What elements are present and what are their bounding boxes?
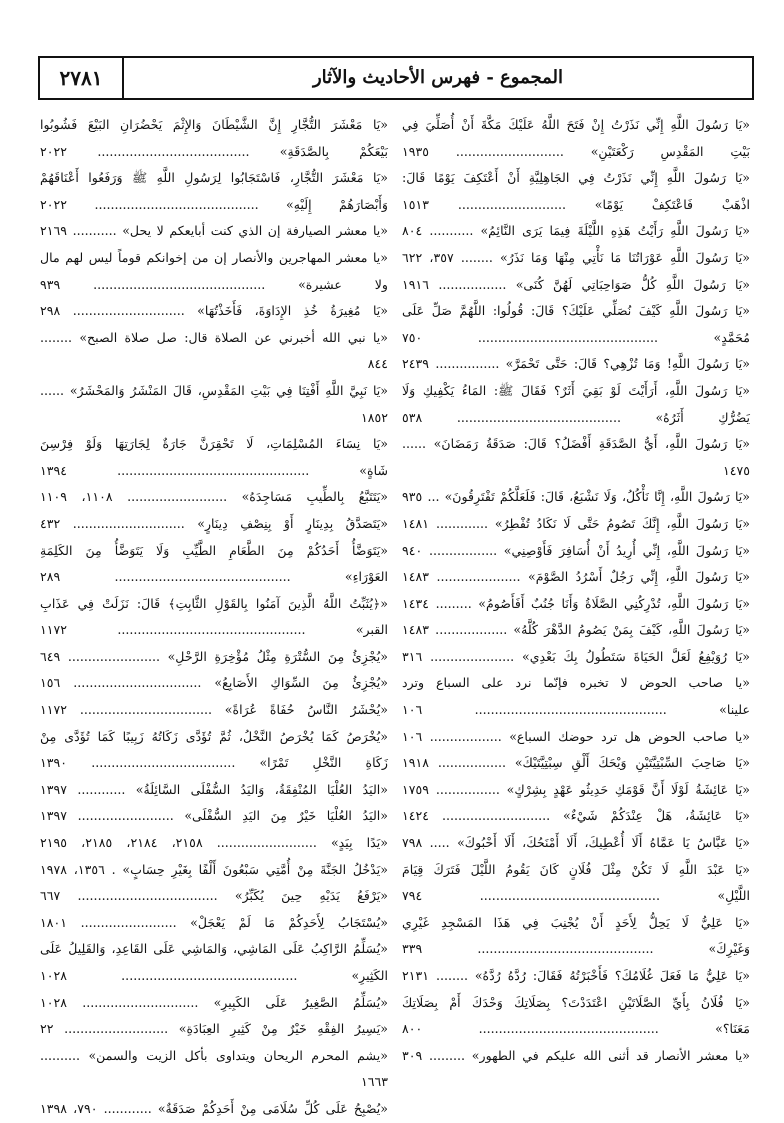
index-line: «اليَدُ العُلْيَا المُنْفِقَةُ، وَاليَدُ السُّفْلَى السَّائِلَةُ» ............ ١٣٩٧ [40, 781, 388, 797]
index-line: «يَا مُغِيرَةُ خُذِ الإِدَاوَةَ، فَأَخَذْتُهَا» ............................ ٢٩٨ [40, 303, 388, 319]
page-header [38, 56, 754, 100]
index-line: زَكَاةِ النَّخْلِ تَمْرًا» .................................... ١٣٩٠ [40, 755, 388, 771]
index-line: «يَا رَسُولَ اللَّهِ عَوْرَاتُنَا مَا نَأْتِي مِنْهَا وَمَا نَذَرُ» ........ ٣٥٧، ٦٢٢ [402, 249, 750, 265]
index-line: «يَا رَسُولَ اللَّهِ، إِنَّكَ تَصُومُ حَتَّى لَا نَكَادُ تُفْطِرُ» ............. ١٤٨١ [402, 515, 750, 531]
left-column [40, 112, 388, 1123]
index-line: «يَا مَعْشَرَ التُّجَّارِ، فَاسْتَجَابُوا لِرَسُولِ اللَّهِ ﷺ وَرَفَعُوا أَعْنَاقَهُمْ [40, 170, 388, 186]
index-line: «﴿يُثَبِّتُ اللَّهُ الَّذِينَ آمَنُوا بِالقَوْلِ الثَّابِتِ﴾ قَالَ: نَزَلَتْ فِي عَذَابِ [40, 595, 388, 611]
index-line: «يَا عَلِيُّ لَا يَحِلُّ لِأَحَدٍ أَنْ يُجْنِبَ فِي هَذَا المَسْجِدِ غَيْرِي [402, 914, 750, 930]
index-line: «يَسِيرُ الفِقْهِ خَيْرٌ مِنْ كَثِيرِ العِبَادَةِ» .......................... ٢٢ [40, 1021, 388, 1037]
index-line: «يُحْشَرُ النَّاسُ حُفَاةً عُرَاةً» ................................. ١١٧٢ [40, 702, 388, 718]
index-line: «يَا نَبِيَّ اللَّهِ أَفْتِنَا فِي بَيْتِ المَقْدِسِ، قَالَ المَنْشَرُ وَالمَحْشَرُ» ...... ١٨٥٢ [40, 382, 388, 425]
index-line: «يَا فُلَانُ بِأَيِّ الصَّلَاتَيْنِ اعْتَدَدْتَ؟ بِصَلَاتِكَ وَحْدَكَ أَمْ بِصَلَاتِكَ [402, 994, 750, 1010]
index-line: «يَا رَسُولَ اللَّهِ إِنِّي نَذَرْتُ فِي الجَاهِلِيَّةِ أَنْ أَعْتَكِفَ يَوْمًا قَالَ: [402, 170, 750, 186]
index-line: «يَا رَسُولَ اللَّهِ، إِنِّي رَجُلٌ أَسْرُدُ الصَّوْمَ» ..................... ١٤٨٣ [402, 569, 750, 585]
index-line: «يُجْزِئُ مِنَ السِّوَاكِ الأَصَابِعُ» ................................ ١٥٦ [40, 675, 388, 691]
index-line: «يَا صَاحِبَ السِّبْتِيَّتَيْنِ وَيْحَكَ أَلْقِ سِبْتِيَّتَيْكَ» ................. ١٩١٨ [402, 755, 750, 771]
index-line: «يَا رَسُولَ اللَّهِ، إِنَّا نَأْكُلُ، وَلَا نَشْبَعُ، قَالَ: فَلَعَلَّكُمْ تَفْتَرِقُونَ» ... ٩٣٥ [402, 489, 750, 505]
index-line: «يا معشر الصيارفة إن الذي كنت أبايعكم لا يحل» ........... ٢١٦٩ [40, 223, 388, 239]
index-line: مَعَنَا؟» ............................................. ٨٠٠ [402, 1021, 750, 1037]
index-line: العَوْرَاءِ» ............................................ ٢٨٩ [40, 569, 388, 585]
index-line: «اليَدُ العُلْيَا خَيْرٌ مِنَ اليَدِ السُّفْلَى» ........................ ١٣٩٧ [40, 808, 388, 824]
index-line: «يَرْفَعُ يَدَيْهِ حِينَ يُكَبِّرُ» ................................... ٦٦٧ [40, 888, 388, 904]
index-line: «يُسْتَجَابُ لِأَحَدِكُمْ مَا لَمْ يَعْجَلْ» ........................ ١٨٠١ [40, 914, 388, 930]
index-line: «يَا رَسُولَ اللَّهِ، إِنِّي أُرِيدُ أَنْ أُسَافِرَ فَأَوْصِنِي» ................. ٩٤٠ [402, 542, 750, 558]
index-line: وَأَبْصَارَهُمْ إِلَيْهِ» ......................................... ٢٠٢٢ [40, 196, 388, 212]
right-column [402, 112, 750, 1069]
index-line: «يَا عَائِشَةُ، هَلْ عِنْدَكُمْ شَيْءٌ» ........................... ١٤٢٤ [402, 808, 750, 824]
index-line: «يَتَوَضَّأُ أَحَدُكُمْ مِنَ الطَّعَامِ الطَّيِّبِ وَلَا يَتَوَضَّأُ مِنَ الكَلِمَةِ [40, 542, 388, 558]
index-line: «يا معشر المهاجرين والأنصار إن من إخوانكم قوماً ليس لهم مال [40, 249, 388, 265]
index-line: وَغَيْرِكَ» ............................................ ٣٣٩ [402, 941, 750, 957]
index-line: «يُصْبِحُ عَلَى كُلِّ سُلَامَى مِنْ أَحَدِكُمْ صَدَقَةٌ» ............ ٧٩٠، ١٣٩٨ [40, 1100, 388, 1116]
index-line: «يَدْخُلُ الجَنَّةَ مِنْ أُمَّتِي سَبْعُونَ أَلْفًا بِغَيْرِ حِسَابٍ» . ١٣٥٦، ١٩٧٨ [40, 861, 388, 877]
index-line: «يَا رَسُولَ اللَّهِ، أَيُّ الصَّدَقَةِ أَفْضَلُ؟ قَالَ: صَدَقَةُ رَمَضَانَ» ...... ١٤٧٥ [402, 436, 750, 478]
index-line: «يا صاحب الحوض هل ترد حوضك السباع» .................. ١٠٦ [402, 728, 750, 744]
index-line: «يُخْرَصُ كَمَا يُخْرَصُ النَّخْلُ، ثُمَّ تُؤَدَّى زَكَاتُهُ زَبِيبًا كَمَا تُؤَدَّى مِنْ [40, 728, 388, 744]
index-line: بَيْعَكُمْ بِالصَّدَقَةِ» ...................................... ٢٠٢٢ [40, 143, 388, 159]
index-line: «يَا مَعْشَرَ التُّجَّارِ إِنَّ الشَّيْطَانَ وَالإِثْمَ يَحْضُرَانِ البَيْعَ فَشُوبُوا [40, 117, 388, 132]
index-line: «يشم المحرم الريحان ويتداوى بأكل الزيت والسمن» .......... ١٦٦٣ [40, 1047, 388, 1090]
index-line: «يُجْزِئُ مِنَ السُّتْرَةِ مِثْلُ مُؤْخِرَةِ الرَّحْلِ» ....................... ٦٤٩ [40, 648, 388, 664]
index-line: «يا صاحب الحوض لا تخبره فإنّما نرد على السباع وترد [402, 675, 750, 691]
index-line: «يَا رَسُولَ اللَّهِ، أَرَأَيْتَ لَوْ بَقِيَ أَثَرٌ؟ فَقَالَ ﷺ: المَاءُ يَكْفِيكِ وَلَا [402, 382, 750, 398]
index-line: «يَا رَسُولَ اللَّهِ، تُدْرِكُنِي الصَّلَاةُ وَأَنَا جُنُبٌ أَفَأَصُومُ» ......... ١٤٣٤ [402, 595, 750, 611]
index-line: شَاةٍ» ................................................ ١٣٩٤ [40, 462, 388, 478]
index-line: «يَا رَسُولَ اللَّهِ! وَمَا تُزْهِي؟ قَالَ: حَتَّى تَحْمَرَّ» ................ ٢٤٣٩ [402, 356, 750, 372]
index-line: «يا معشر الأنصار قد أثنى الله عليكم في الطهور» ......... ٣٠٩ [402, 1047, 750, 1063]
index-line: يَضُرُّكِ أَثَرُهُ» ......................................... ٥٣٨ [402, 409, 750, 425]
index-line: «يَتَتَبَّعُ بِالطِّيبِ مَسَاجِدَهُ» ......................... ١١٠٨، ١١٠٩ [40, 489, 388, 505]
page-title: المجموع - فهرس الأحاديث والآثار [312, 67, 564, 88]
index-line: «يَا رُوَيْفِعُ لَعَلَّ الحَيَاةَ سَتَطُولُ بِكَ بَعْدِي» ..................... ٣١٦ [402, 648, 750, 664]
index-line: اللَّيْلِ» ............................................. ٧٩٤ [402, 888, 750, 904]
index-line: «يَا عَلِيُّ مَا فَعَلَ غُلَامُكَ؟ فَأَخْبَرْتُهُ فَقَالَ: رُدَّهُ رُدَّهُ» ........ ٢١٣١ [402, 968, 750, 983]
index-line: «يَدًا بِيَدٍ» ......................... ٢١٥٨، ٢١٨٤، ٢١٨٥، ٢١٩٥ [40, 835, 388, 851]
index-line: مُحَمَّدٍ» ............................................. ٧٥٠ [402, 329, 750, 345]
index-line: اذْهَبْ فَاعْتَكِفْ يَوْمًا» ........................... ١٥١٣ [402, 196, 750, 212]
index-line: «يَا عَائِشَةُ لَوْلَا أَنَّ قَوْمَكِ حَدِيثُو عَهْدٍ بِشِرْكٍ» ................ ١٧٥٩ [402, 781, 750, 797]
index-line: علينا» ................................................ ١٠٦ [402, 702, 750, 718]
index-line: «يَتَصَدَّقُ بِدِينَارٍ أَوْ بِنِصْفِ دِينَارٍ» ............................ ٤٣٢ [40, 515, 388, 531]
index-line: القبر» ............................................... ١١٧٢ [40, 622, 388, 638]
index-line: «يَا رَسُولَ اللَّهِ كُلُّ صَوَاحِبَاتِي لَهُنَّ كُنَى» ................. ١٩١٦ [402, 276, 750, 292]
index-line: بَيْتِ المَقْدِسِ رَكْعَتَيْنِ» ........................... ١٩٣٥ [402, 143, 750, 159]
index-line: الكَثِيرِ» ............................................ ١٠٢٨ [40, 968, 388, 983]
index-line: «يَا رَسُولَ اللَّهِ، كَيْفَ بِمَنْ يَصُومُ الدَّهْرَ كُلَّهُ» .................. ١٤٨٣ [402, 622, 750, 638]
index-line: «يَا عَبَّاسُ يَا عَمَّاهُ أَلَا أُعْطِيكَ، أَلَا أَمْنَحُكَ، أَلَا أَحْبُوكَ» ..... ٧٩٨ [402, 835, 750, 851]
index-line: «يَا عَبْدَ اللَّهِ لَا تَكُنْ مِثْلَ فُلَانٍ كَانَ يَقُومُ اللَّيْلَ فَتَرَكَ قِيَامَ [402, 861, 750, 877]
index-line: «يَا رَسُولَ اللَّهِ كَيْفَ نُصَلِّي عَلَيْكَ؟ قَالَ: قُولُوا: اللَّهُمَّ صَلِّ عَلَى [402, 303, 750, 319]
page-number: ٢٧٨١ [40, 58, 124, 98]
index-line: «يُسَلِّمُ الصَّغِيرُ عَلَى الكَبِيرِ» ............................. ١٠٢٨ [40, 994, 388, 1010]
index-line: «يُسَلِّمُ الرَّاكِبُ عَلَى المَاشِي، وَالمَاشِي عَلَى القَاعِدِ، وَالقَلِيلُ عَلَى [40, 941, 388, 957]
index-line: «يَا رَسُولَ اللَّهِ رَأَيْتُ هَذِهِ اللَّيْلَةَ فِيمَا يَرَى النَّائِمُ» ........... ٨٠٤ [402, 223, 750, 239]
index-line: «يَا نِسَاءَ المُسْلِمَاتِ، لَا تَحْقِرَنَّ جَارَةٌ لِجَارَتِهَا وَلَوْ فِرْسِنَ [40, 436, 388, 452]
index-line: «يَا رَسُولَ اللَّهِ إِنِّي نَذَرْتُ إِنْ فَتَحَ اللَّهُ عَلَيْكَ مَكَّةَ أَنْ أُصَلِّيَ فِي [402, 117, 750, 132]
index-line: ولا عشيرة» ........................................... ٩٣٩ [40, 276, 388, 292]
index-line: «يا نبي الله أخبرني عن الصلاة قال: صل صلاة الصبح» ........ ٨٤٤ [40, 329, 388, 372]
